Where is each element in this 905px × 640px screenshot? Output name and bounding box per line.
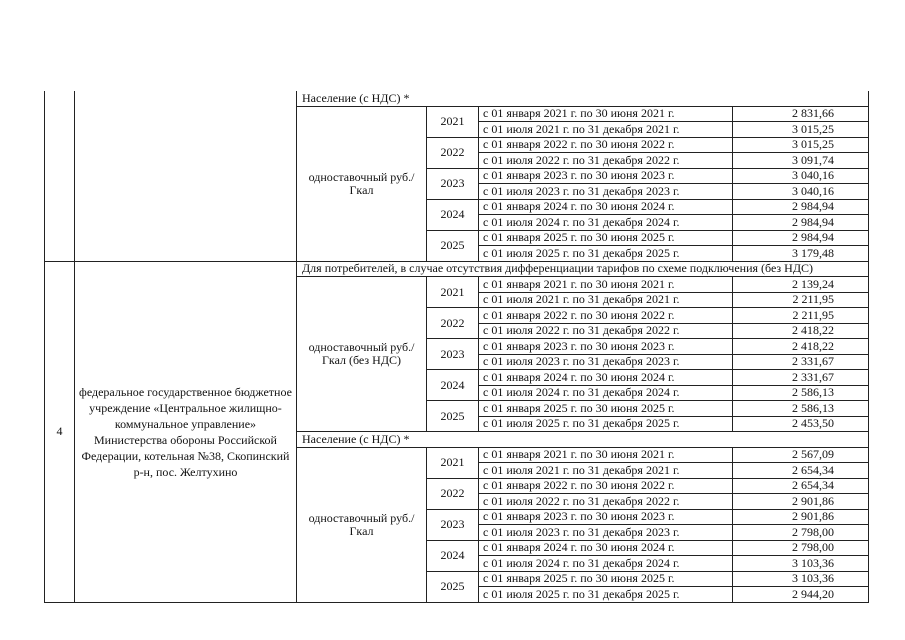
year-cell: 2023 — [427, 339, 479, 370]
tariff-value: 2 984,94 — [733, 230, 869, 246]
period-cell: с 01 января 2025 г. по 30 июня 2025 г. — [479, 230, 733, 246]
tariff-value: 2 984,94 — [733, 215, 869, 231]
period-cell: с 01 января 2023 г. по 30 июня 2023 г. — [479, 509, 733, 525]
period-cell: с 01 июля 2022 г. по 31 декабря 2022 г. — [479, 153, 733, 169]
period-cell: с 01 июля 2025 г. по 31 декабря 2025 г. — [479, 587, 733, 603]
consumer-group-header: Население (с НДС) * — [297, 432, 869, 448]
period-cell: с 01 января 2021 г. по 30 июня 2021 г. — [479, 447, 733, 463]
tariff-value: 2 586,13 — [733, 401, 869, 417]
year-cell: 2021 — [427, 447, 479, 478]
tariff-value: 2 654,34 — [733, 478, 869, 494]
period-cell: с 01 июля 2023 г. по 31 декабря 2023 г. — [479, 184, 733, 200]
tariff-value: 3 015,25 — [733, 122, 869, 138]
tariff-value: 2 798,00 — [733, 540, 869, 556]
period-cell: с 01 июля 2021 г. по 31 декабря 2021 г. — [479, 122, 733, 138]
year-cell: 2021 — [427, 106, 479, 137]
tariff-value: 2 654,34 — [733, 463, 869, 479]
period-cell: с 01 июля 2021 г. по 31 декабря 2021 г. — [479, 292, 733, 308]
tariff-value: 2 901,86 — [733, 494, 869, 510]
tariff-value: 2 984,94 — [733, 199, 869, 215]
period-cell: с 01 июля 2022 г. по 31 декабря 2022 г. — [479, 494, 733, 510]
period-cell: с 01 января 2022 г. по 30 июня 2022 г. — [479, 308, 733, 324]
period-cell: с 01 января 2025 г. по 30 июня 2025 г. — [479, 401, 733, 417]
unit-label: одноставочный руб./Гкал — [297, 447, 427, 602]
year-cell: 2023 — [427, 168, 479, 199]
period-cell: с 01 января 2025 г. по 30 июня 2025 г. — [479, 571, 733, 587]
tariff-value: 3 040,16 — [733, 184, 869, 200]
year-cell: 2023 — [427, 509, 479, 540]
unit-label: одноставочный руб./Гкал — [297, 106, 427, 261]
period-cell: с 01 июля 2025 г. по 31 декабря 2025 г. — [479, 246, 733, 262]
tariff-value: 2 901,86 — [733, 509, 869, 525]
period-cell: с 01 января 2022 г. по 30 июня 2022 г. — [479, 137, 733, 153]
year-cell: 2024 — [427, 199, 479, 230]
period-cell: с 01 июля 2024 г. по 31 декабря 2024 г. — [479, 385, 733, 401]
tariff-value: 2 798,00 — [733, 525, 869, 541]
period-cell: с 01 июля 2025 г. по 31 декабря 2025 г. — [479, 416, 733, 432]
year-cell: 2022 — [427, 137, 479, 168]
tariff-value: 2 567,09 — [733, 447, 869, 463]
year-cell: 2025 — [427, 571, 479, 602]
tariff-value: 3 103,36 — [733, 556, 869, 572]
year-cell: 2024 — [427, 370, 479, 401]
period-cell: с 01 января 2021 г. по 30 июня 2021 г. — [479, 106, 733, 122]
organization-name: федеральное государственное бюджетное учреждение «Центральное жилищно-коммунальное управление» Министерства обороны Российской Федерации, котельная №38, Скопинский р-н, пос. Желтухино — [75, 261, 297, 602]
period-cell: с 01 января 2024 г. по 30 июня 2024 г. — [479, 540, 733, 556]
tariff-value: 2 586,13 — [733, 385, 869, 401]
period-cell: с 01 июля 2023 г. по 31 декабря 2023 г. — [479, 354, 733, 370]
tariff-value: 2 944,20 — [733, 587, 869, 603]
tariff-block-header-row — [45, 261, 869, 277]
year-cell: 2025 — [427, 401, 479, 432]
tariff-value: 3 040,16 — [733, 168, 869, 184]
period-cell: с 01 января 2024 г. по 30 июня 2024 г. — [479, 370, 733, 386]
period-cell: с 01 июля 2024 г. по 31 декабря 2024 г. — [479, 556, 733, 572]
tariff-table — [44, 91, 869, 603]
tariff-value: 2 453,50 — [733, 416, 869, 432]
year-cell: 2022 — [427, 308, 479, 339]
consumer-group-header: Для потребителей, в случае отсутствия дифференциации тарифов по схеме подключения (без НДС) — [297, 261, 869, 277]
period-cell: с 01 января 2023 г. по 30 июня 2023 г. — [479, 168, 733, 184]
entry-number-cell — [45, 91, 75, 261]
tariff-value: 2 139,24 — [733, 277, 869, 293]
period-cell: с 01 июля 2024 г. по 31 декабря 2024 г. — [479, 215, 733, 231]
tariff-value: 2 418,22 — [733, 323, 869, 339]
year-cell: 2022 — [427, 478, 479, 509]
period-cell: с 01 июля 2023 г. по 31 декабря 2023 г. — [479, 525, 733, 541]
period-cell: с 01 июля 2022 г. по 31 декабря 2022 г. — [479, 323, 733, 339]
period-cell: с 01 января 2024 г. по 30 июня 2024 г. — [479, 199, 733, 215]
period-cell: с 01 января 2021 г. по 30 июня 2021 г. — [479, 277, 733, 293]
tariff-value: 2 831,66 — [733, 106, 869, 122]
organization-cell — [75, 91, 297, 261]
tariff-value: 3 179,48 — [733, 246, 869, 262]
period-cell: с 01 января 2023 г. по 30 июня 2023 г. — [479, 339, 733, 355]
tariff-value: 2 211,95 — [733, 308, 869, 324]
tariff-value: 3 015,25 — [733, 137, 869, 153]
tariff-value: 2 418,22 — [733, 339, 869, 355]
consumer-group-header: Население (с НДС) * — [297, 91, 869, 106]
unit-label: одноставочный руб./Гкал (без НДС) — [297, 277, 427, 432]
tariff-value: 2 211,95 — [733, 292, 869, 308]
year-cell: 2025 — [427, 230, 479, 261]
year-cell: 2021 — [427, 277, 479, 308]
tariff-value: 2 331,67 — [733, 354, 869, 370]
period-cell: с 01 января 2022 г. по 30 июня 2022 г. — [479, 478, 733, 494]
tariff-value: 2 331,67 — [733, 370, 869, 386]
entry-number: 4 — [45, 261, 75, 602]
year-cell: 2024 — [427, 540, 479, 571]
tariff-value: 3 091,74 — [733, 153, 869, 169]
tariff-value: 3 103,36 — [733, 571, 869, 587]
tariff-block-header-row — [45, 91, 869, 106]
period-cell: с 01 июля 2021 г. по 31 декабря 2021 г. — [479, 463, 733, 479]
